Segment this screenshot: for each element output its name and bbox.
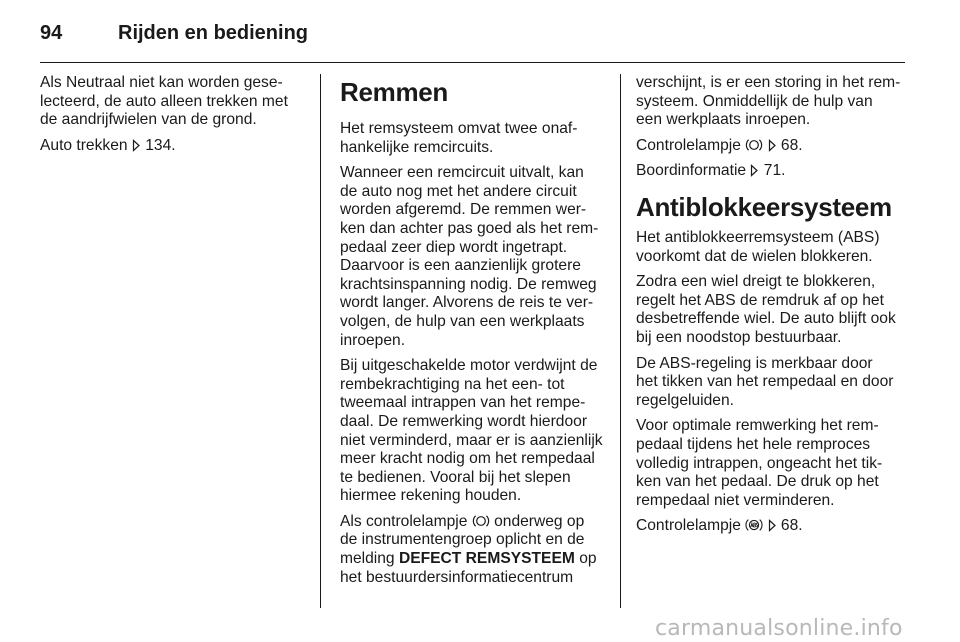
abs-warning-lamp-icon bbox=[745, 518, 763, 532]
section-heading-remmen: Remmen bbox=[340, 77, 449, 107]
paragraph-boordinformatie-ref: Boordinformatie 71. bbox=[636, 162, 786, 180]
paragraph-auto-trekken: Auto trekken 134. bbox=[40, 136, 176, 154]
page-reference-link[interactable]: 68. bbox=[780, 136, 803, 154]
column-divider-1 bbox=[320, 74, 321, 608]
paragraph-abs-remwerking: Voor optimale remwerking het rem- pedaal tijdens het hele remproces volledig intrappen, ongeacht het tik- ken van het pedaal. De druk op het rempedaal niet verminderen. bbox=[636, 417, 883, 509]
paragraph-abs-merkbaar: De ABS-regeling is merkbaar door het tikken van het rempedaal en door regelgeluiden. bbox=[636, 354, 894, 409]
paragraph-controlelampje: Als controlelampje onderweg op de instrumentengroep oplicht en de melding DEFECT REMSYSTEEM op het bestuurdersinformatiecentrum bbox=[340, 512, 597, 586]
page-reference-icon bbox=[750, 164, 759, 177]
page-reference-icon bbox=[132, 139, 141, 152]
page-reference-icon bbox=[768, 139, 777, 152]
paragraph-storing: verschijnt, is er een storing in het rem- systeem. Onmiddellijk de hulp van een werkplaats inroepen. bbox=[636, 74, 901, 129]
column-3 bbox=[636, 74, 906, 543]
page-reference-link[interactable]: 71. bbox=[763, 162, 786, 180]
brake-warning-lamp-icon bbox=[472, 514, 490, 528]
paragraph-rembekrachtiging: Bij uitgeschakelde motor verdwijnt de rembekrachtiging na het een- tot tweemaal intrappen van het rempe- daal. De remwerking wordt hierdoor niet verminderd, maar er is aanzienlijk meer kracht nodig om het rempedaal te bedienen. Vooral bij het slepen hiermee rekening houden. bbox=[340, 357, 603, 505]
page-title: Rijden en bediening bbox=[118, 22, 309, 44]
page-reference-link[interactable]: 68. bbox=[780, 517, 803, 535]
header-rule bbox=[40, 62, 905, 63]
page-reference-link[interactable]: 134. bbox=[145, 136, 176, 154]
paragraph-abs-regeling: Zodra een wiel dreigt te blokkeren, regelt het ABS de remdruk af op het desbetreffende wiel. De auto blijft ook bij een noodstop bestuurbaar. bbox=[636, 273, 896, 346]
page-number: 94 bbox=[40, 22, 63, 44]
watermark: carmanualsonline.info bbox=[655, 616, 903, 641]
section-heading-abs: Antiblokkeersysteem bbox=[636, 191, 892, 222]
brake-warning-lamp-icon bbox=[745, 138, 763, 152]
column-1 bbox=[40, 74, 308, 162]
paragraph-remcircuit: Wanneer een remcircuit uitvalt, kan de auto nog met het andere circuit worden afgeremd. De remmen wer- ken dan achter pas goed als het rem- pedaal zeer diep wordt ingetrapt. Daarvoor is een aanzienlijk grotere krachtsinspanning nodig. De remweg wordt langer. Alvorens de reis te ver- volgen, de hulp van een werkplaats inroepen. bbox=[340, 164, 599, 349]
paragraph-neutraal: Als Neutraal niet kan worden gese- lecteerd, de auto alleen trekken met de aandrijfwielen van de grond. bbox=[40, 74, 288, 129]
paragraph-abs-controlelampje: Controlelampje 68. bbox=[636, 517, 803, 535]
paragraph-abs-intro: Het antiblokkeerremsysteem (ABS) voorkomt dat de wielen blokkeren. bbox=[636, 228, 880, 265]
column-divider-2 bbox=[620, 74, 621, 608]
message-defect-remsysteem: DEFECT REMSYSTEEM bbox=[398, 550, 575, 568]
page-reference-icon bbox=[768, 519, 777, 532]
paragraph-controlelampje-ref: Controlelampje 68. bbox=[636, 136, 803, 154]
column-2 bbox=[340, 74, 608, 594]
paragraph-remsysteem: Het remsysteem omvat twee onaf- hankelijke remcircuits. bbox=[340, 120, 578, 156]
